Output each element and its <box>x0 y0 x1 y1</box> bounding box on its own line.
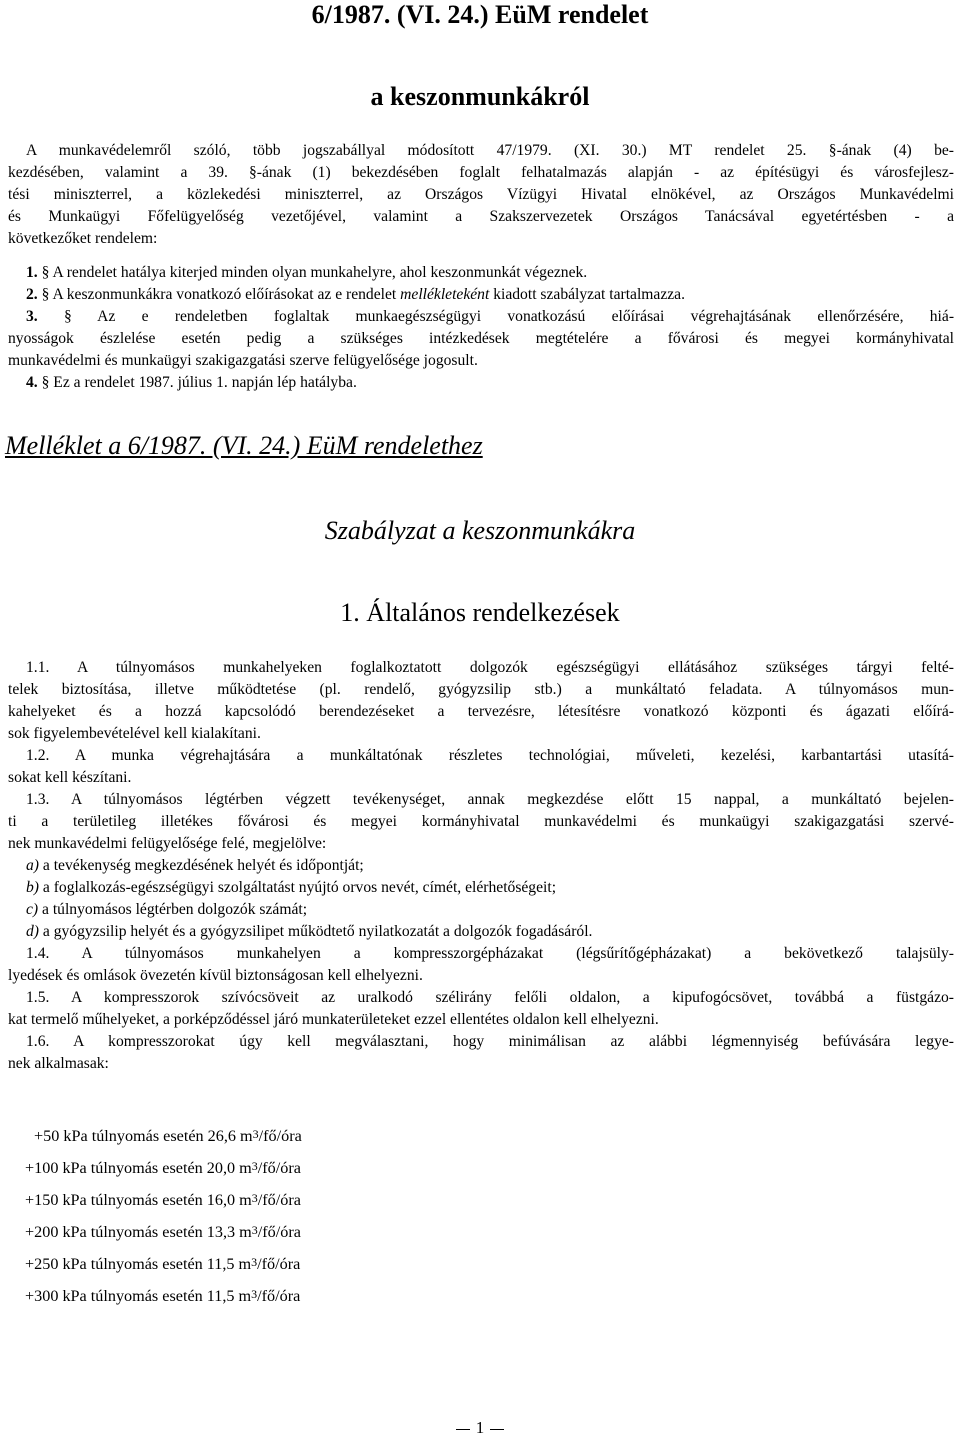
pressure-unit: /fő/óra <box>257 1287 301 1305</box>
pressure-unit: /fő/óra <box>257 1223 301 1241</box>
annex-title: Melléklet a 6/1987. (VI. 24.) EüM rendelethez <box>5 431 483 460</box>
list-text: a gyógyzsilip helyét és a gyógyzsilipet működtető nyilatkozatát a dolgozók fogadásáról. <box>39 923 593 940</box>
pressure-exponent: 3 <box>251 1159 258 1173</box>
pressure-text: +250 kPa túlnyomás esetén 11,5 m <box>25 1255 252 1273</box>
list-text: a foglalkozás-egészségügyi szolgáltatást nyújtó orvos nevét, címét, elérhetőségeit; <box>39 879 557 896</box>
article-3-line: nyosságok észlelése esetén pedig a szükséges intézkedések megtételére a fővárosi és megyei kormányhivatal <box>8 330 954 347</box>
page-number-value: 1 <box>475 1418 485 1437</box>
rule-1-1-line: 1.1. A túlnyomásos munkahelyeken foglalkoztatott dolgozók egészségügyi ellátásához szükséges tárgyi felté- <box>26 659 954 676</box>
dash-right <box>490 1429 504 1430</box>
article-text: § Az e rendeletben foglaltak munkaegészségügyi vonatkozású előírásai végrehajtásának ellenőrzésére, hiá- <box>63 308 955 325</box>
pressure-text: +300 kPa túlnyomás esetén 11,5 m <box>25 1287 252 1305</box>
rule-1-5-line: kat termelő műhelyeket, a porképződéssel járó munkaterületeket ezzel ellentétes oldalon kell elhelyezni. <box>8 1011 659 1028</box>
rules-title: Szabályzat a keszonmunkákra <box>324 516 636 545</box>
list-letter: b) <box>26 879 39 896</box>
list-letter: d) <box>26 923 39 940</box>
preamble-line: következőket rendelem: <box>8 230 158 247</box>
pressure-unit: /fő/óra <box>257 1255 301 1273</box>
list-letter: c) <box>26 901 39 918</box>
rules-body <box>8 657 954 1075</box>
rule-1-4-line: lyedések és omlások övezetén kívül biztonságosan kell elhelyezni. <box>8 967 423 984</box>
pressure-exponent: 3 <box>251 1191 258 1205</box>
article-text: kiadott szabályzat tartalmazza. <box>489 286 685 303</box>
article-text: § Ez a rendelet 1987. július 1. napján lép hatályba. <box>41 374 357 391</box>
preamble-line: és Munkaügyi Főfelügyelőség vezetőjével, valamint a Szakszervezetek Országos Tanácsával egyetértésben - a <box>8 208 954 225</box>
article-1 <box>8 262 954 284</box>
pressure-exponent: 3 <box>252 1127 259 1141</box>
regulation-title: 6/1987. (VI. 24.) EüM rendelet <box>311 0 649 29</box>
list-letter: a) <box>26 857 39 874</box>
article-3 <box>8 306 954 328</box>
list-item <box>8 855 954 877</box>
preamble-line: kezdésében, valamint a 39. §-ának (1) bekezdésében foglalt felhatalmazás alapján - az építésügyi és városfejlesz- <box>8 164 954 181</box>
rule-1-5-line: 1.5. A kompresszorok szívócsöveit az uralkodó szélirány felőli oldalon, a kipufogócsövet, továbbá a füstgázo- <box>26 989 954 1006</box>
article-number: 2. <box>26 286 38 303</box>
pressure-unit: /fő/óra <box>257 1159 301 1177</box>
pressure-row <box>25 1156 301 1181</box>
articles <box>8 262 954 394</box>
rule-1-2-line: 1.2. A munka végrehajtására a munkáltatónak részletes technológiai, műveleti, kezelési, karbantartási utasítá- <box>26 747 954 764</box>
rule-1-6-line: nek alkalmasak: <box>8 1055 109 1072</box>
list-item <box>8 921 954 943</box>
pressure-row <box>25 1252 300 1277</box>
article-number: 1. <box>26 264 38 281</box>
section-title: 1. Általános rendelkezések <box>340 598 620 627</box>
rule-1-1-line: kahelyeket és a hozzá kapcsolódó berendezéseket a tervezésre, létesítésre vonatkozó központi és ágazati előírá- <box>8 703 954 720</box>
rule-1-4-line: 1.4. A túlnyomásos munkahelyen a kompresszorgépházakat (légsűrítőgépházakat) a bekövetkező talajsüly- <box>26 945 954 962</box>
rule-1-2-line: sokat kell készítani. <box>8 769 132 786</box>
page-number <box>0 1418 960 1438</box>
dash-left <box>456 1429 470 1430</box>
article-number: 3. <box>26 308 38 325</box>
list-text: a túlnyomásos légtérben dolgozók számát; <box>38 901 308 918</box>
pressure-unit: /fő/óra <box>257 1191 301 1209</box>
article-3-line: munkavédelmi és munkaügyi szakigazgatási szerve felügyelősége jogosult. <box>8 352 478 369</box>
article-number: 4. <box>26 374 38 391</box>
pressure-text: +150 kPa túlnyomás esetén 16,0 m <box>25 1191 252 1209</box>
list-text: a tevékenység megkezdésének helyét és időpontját; <box>39 857 364 874</box>
article-2 <box>8 284 954 306</box>
article-text-italic: mellékleteként <box>400 286 490 303</box>
pressure-row <box>25 1284 300 1309</box>
preamble <box>8 140 954 250</box>
article-text: § A keszonmunkákra vonatkozó előírásokat az e rendelet <box>41 286 401 303</box>
pressure-text: +50 kPa túlnyomás esetén 26,6 m <box>34 1127 253 1145</box>
rule-1-3-line: 1.3. A túlnyomásos légtérben végzett tevékenységet, annak megkezdése előtt 15 nappal, a munkáltató bejelen- <box>26 791 954 808</box>
article-text: § A rendelet hatálya kiterjed minden olyan munkahelyre, ahol keszonmunkát végeznek. <box>41 264 588 281</box>
pressure-unit: /fő/óra <box>258 1127 302 1145</box>
list-item <box>8 899 954 921</box>
pressure-row <box>25 1188 301 1213</box>
pressure-text: +100 kPa túlnyomás esetén 20,0 m <box>25 1159 252 1177</box>
rule-1-3-line: ti a területileg illetékes fővárosi és megyei kormányhivatal munkavédelmi és munkaügyi szakigazgatási szervé- <box>8 813 954 830</box>
rule-1-3-line: nek munkavédelmi felügyelősége felé, megjelölve: <box>8 835 327 852</box>
regulation-subtitle: a keszonmunkákról <box>370 82 590 111</box>
article-4 <box>8 372 954 394</box>
rule-1-1-line: telek biztosítása, illetve működtetése (pl. rendelő, gyógyzsilip stb.) a munkáltató feladata. A túlnyomásos mun- <box>8 681 954 698</box>
pressure-exponent: 3 <box>251 1287 258 1301</box>
preamble-line: tési miniszterrel, a közlekedési miniszterrel, az Országos Vízügyi Hivatal elnökével, az Országos Munkavédelmi <box>8 186 954 203</box>
pressure-exponent: 3 <box>251 1223 258 1237</box>
rule-1-1-line: sok figyelembevételével kell kialakítani. <box>8 725 261 742</box>
pressure-row <box>25 1220 301 1245</box>
pressure-text: +200 kPa túlnyomás esetén 13,3 m <box>25 1223 252 1241</box>
list-item <box>8 877 954 899</box>
preamble-line: A munkavédelemről szóló, több jogszabállyal módosított 47/1979. (XI. 30.) MT rendelet 25. §-ának (4) be- <box>26 142 954 159</box>
pressure-row <box>34 1124 302 1149</box>
rule-1-6-line: 1.6. A kompresszorokat úgy kell megválasztani, hogy minimálisan az alábbi légmennyiség befúvására legye- <box>26 1033 954 1050</box>
pressure-exponent: 3 <box>251 1255 258 1269</box>
